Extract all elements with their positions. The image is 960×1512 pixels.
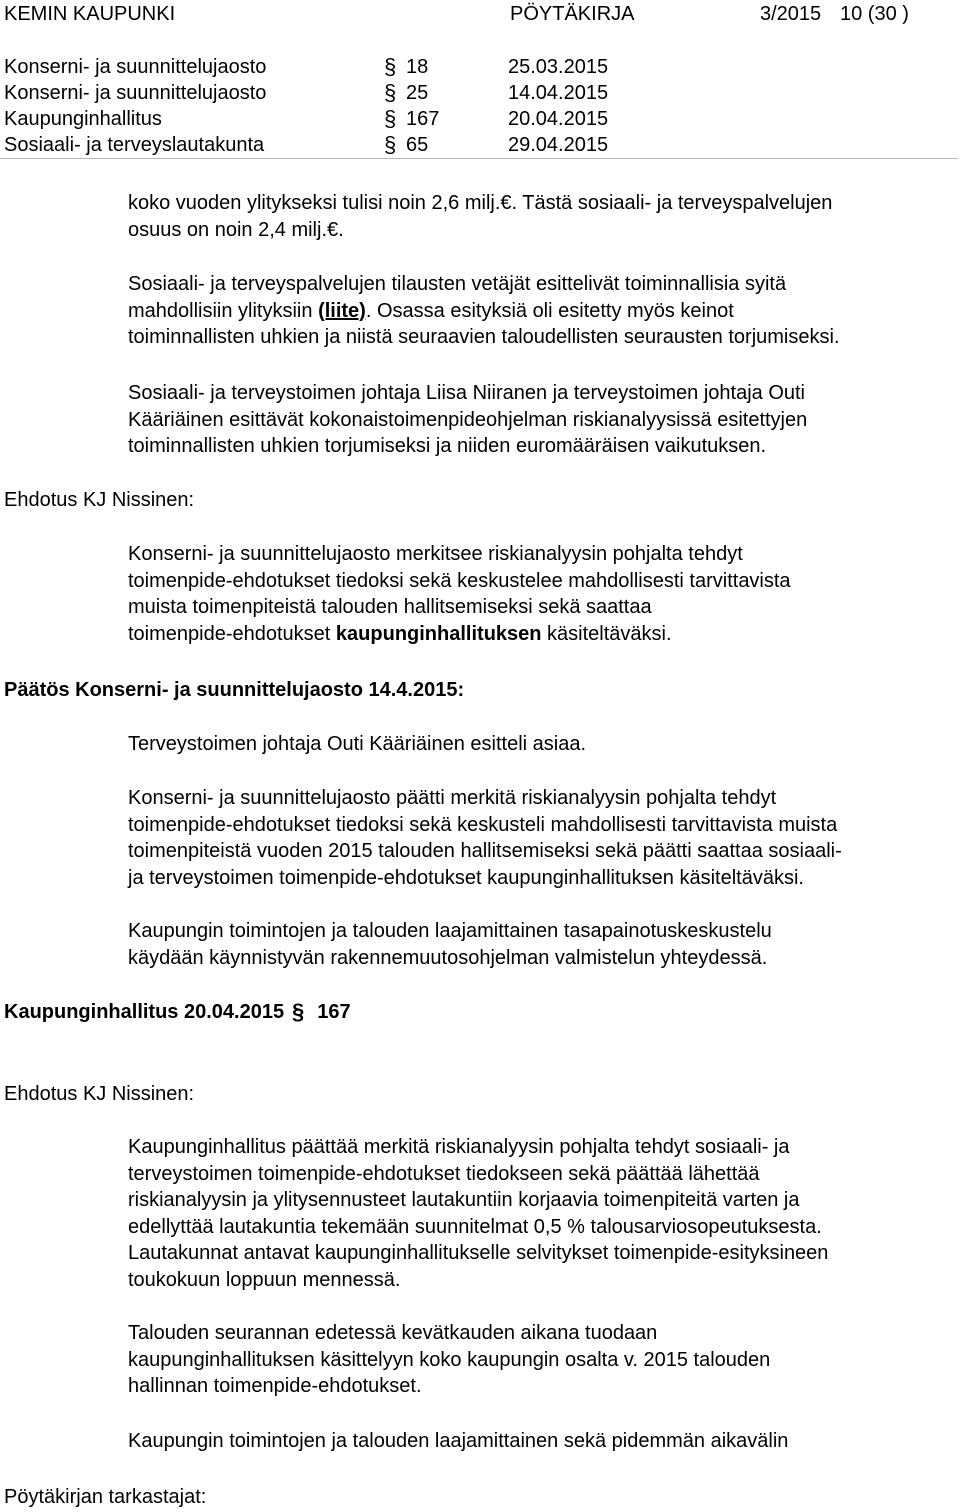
text-span: toimenpide-ehdotukset bbox=[128, 622, 336, 645]
meeting-body: Konserni- ja suunnittelujaosto bbox=[4, 56, 267, 78]
text-line: Kaupunginhallitus päättää merkitä riskianalyysin pohjalta tehdyt sosiaali- ja bbox=[128, 1136, 790, 1158]
svg-text:§: § bbox=[384, 81, 397, 103]
council-heading bbox=[4, 999, 351, 1025]
section-sign-icon bbox=[290, 1001, 312, 1023]
meeting-body: Konserni- ja suunnittelujaosto bbox=[4, 82, 267, 104]
text-line: koko vuoden ylitykseksi tulisi noin 2,6 milj.€. Tästä sosiaali- ja terveyspalvelujen bbox=[128, 192, 833, 214]
text-line: Konserni- ja suunnittelujaosto päätti merkitä riskianalyysin pohjalta tehdyt bbox=[128, 787, 777, 809]
text-line: kaupunginhallituksen käsittelyyn koko kaupungin osalta v. 2015 talouden bbox=[128, 1348, 771, 1371]
svg-text:§: § bbox=[384, 55, 397, 77]
section-sign-icon bbox=[382, 80, 404, 106]
text-line: riskianalyysin ja ylitysennusteet lautakuntiin korjaavia toimenpiteitä varten ja bbox=[128, 1189, 800, 1212]
text-line: Konserni- ja suunnittelujaosto merkitsee riskianalyysin pohjalta tehdyt bbox=[128, 543, 743, 565]
meeting-body: Sosiaali- ja terveyslautakunta bbox=[4, 134, 265, 156]
attachment-link[interactable]: (liite) bbox=[318, 299, 366, 322]
org-name: KEMIN KAUPUNKI bbox=[4, 3, 176, 25]
meeting-section: 65 bbox=[406, 134, 429, 156]
proposal-label: Ehdotus KJ Nissinen: bbox=[4, 1083, 195, 1105]
text-line: toiminnallisten uhkien ja niistä seuraavien taloudellisten seurausten torjumiseksi. bbox=[128, 326, 840, 349]
meeting-date: 25.03.2015 bbox=[508, 56, 609, 78]
text-line: hallinnan toimenpide-ehdotukset. bbox=[128, 1375, 422, 1398]
text-line: terveystoimen toimenpide-ehdotukset tiedokseen sekä päättää lähettää bbox=[128, 1162, 760, 1185]
text-line: toiminnallisten uhkien torjumiseksi ja niiden euromääräisen vaikutuksen. bbox=[128, 435, 767, 458]
header-divider bbox=[0, 158, 958, 159]
meeting-date: 14.04.2015 bbox=[508, 82, 609, 104]
text-line: toimenpiteistä vuoden 2015 talouden hallitsemiseksi sekä päätti saattaa sosiaali- bbox=[128, 840, 842, 863]
meeting-section: 18 bbox=[406, 56, 429, 78]
paragraph-decision bbox=[128, 785, 958, 891]
text-line: Kaupungin toimintojen ja talouden laajamittainen sekä pidemmän aikavälin bbox=[128, 1430, 789, 1452]
text-line bbox=[128, 298, 958, 325]
text-line: muista toimenpiteistä talouden hallitsemiseksi sekä saattaa bbox=[128, 596, 652, 619]
text-line: toimenpide-ehdotukset tiedoksi sekä keskusteli mahdollisesti tarvittavista muista bbox=[128, 813, 838, 836]
paragraph-balancing bbox=[128, 918, 958, 971]
doc-type: PÖYTÄKIRJA bbox=[510, 3, 635, 25]
footer-label: Pöytäkirjan tarkastajat: bbox=[4, 1486, 207, 1508]
text-line: Kaupungin toimintojen ja talouden laajamittainen tasapainotuskeskustelu bbox=[128, 920, 772, 942]
svg-text:§: § bbox=[384, 133, 397, 155]
text-line: Lautakunnat antavat kaupunginhallitukselle selvitykset toimenpide-esityksineen bbox=[128, 1242, 829, 1265]
text-span: mahdollisiin ylityksiin bbox=[128, 299, 319, 322]
text-line: käydään käynnistyvän rakennemuutosohjelman valmistelun yhteydessä. bbox=[128, 946, 768, 969]
section-sign-icon bbox=[382, 54, 404, 80]
text-span: käsiteltäväksi. bbox=[541, 622, 672, 645]
svg-text:§: § bbox=[384, 107, 397, 129]
text-line: osuus on noin 2,4 milj.€. bbox=[128, 218, 344, 241]
paragraph-monitoring bbox=[128, 1320, 958, 1400]
paragraph-council-proposal bbox=[128, 1134, 958, 1294]
meeting-section: 25 bbox=[406, 82, 429, 104]
text-line: ja terveystoimen toimenpide-ehdotukset kaupunginhallituksen käsiteltäväksi. bbox=[128, 866, 804, 889]
meeting-date: 20.04.2015 bbox=[508, 108, 609, 130]
council-heading-text: Kaupunginhallitus 20.04.2015 bbox=[4, 1001, 285, 1023]
paragraph-long-term bbox=[128, 1428, 958, 1455]
svg-text:§: § bbox=[291, 1000, 304, 1022]
council-section: 167 bbox=[317, 1001, 351, 1023]
proposal-label: Ehdotus KJ Nissinen: bbox=[4, 489, 195, 511]
text-span: . Osassa esityksiä oli esitetty myös keinot bbox=[365, 299, 734, 322]
paragraph-service-reasons bbox=[128, 271, 958, 351]
doc-number: 3/2015 bbox=[760, 3, 822, 25]
section-sign-icon bbox=[382, 106, 404, 132]
text-line bbox=[128, 621, 958, 648]
text-line: Terveystoimen johtaja Outi Kääriäinen esitteli asiaa. bbox=[128, 733, 587, 755]
text-line: toukokuun loppuun mennessä. bbox=[128, 1268, 401, 1291]
meeting-body: Kaupunginhallitus bbox=[4, 108, 162, 130]
text-line: edellyttää lautakuntia tekemään suunnitelmat 0,5 % talousarviosopeutuksesta. bbox=[128, 1215, 822, 1238]
text-line: Kääriäinen esittävät kokonaistoimenpideohjelman riskianalyysissä esitettyjen bbox=[128, 408, 808, 431]
text-line: toimenpide-ehdotukset tiedoksi sekä keskustelee mahdollisesti tarvittavista bbox=[128, 569, 791, 592]
page-number: 10 (30 ) bbox=[840, 3, 909, 25]
text-span-bold: kaupunginhallituksen bbox=[335, 622, 542, 645]
text-line: Sosiaali- ja terveyspalvelujen tilausten vetäjät esittelivät toiminnallisia syitä bbox=[128, 273, 787, 295]
decision-heading: Päätös Konserni- ja suunnittelujaosto 14.4.2015: bbox=[4, 679, 465, 701]
section-sign-icon bbox=[382, 132, 404, 158]
paragraph-overrun bbox=[128, 190, 958, 243]
paragraph-presentation bbox=[128, 731, 958, 758]
meeting-date: 29.04.2015 bbox=[508, 134, 609, 156]
meeting-section: 167 bbox=[406, 108, 440, 130]
text-line: Talouden seurannan edetessä kevätkauden aikana tuodaan bbox=[128, 1322, 658, 1344]
text-line: Sosiaali- ja terveystoimen johtaja Liisa Niiranen ja terveystoimen johtaja Outi bbox=[128, 382, 805, 404]
paragraph-directors bbox=[128, 380, 958, 460]
paragraph-proposal bbox=[128, 541, 958, 647]
